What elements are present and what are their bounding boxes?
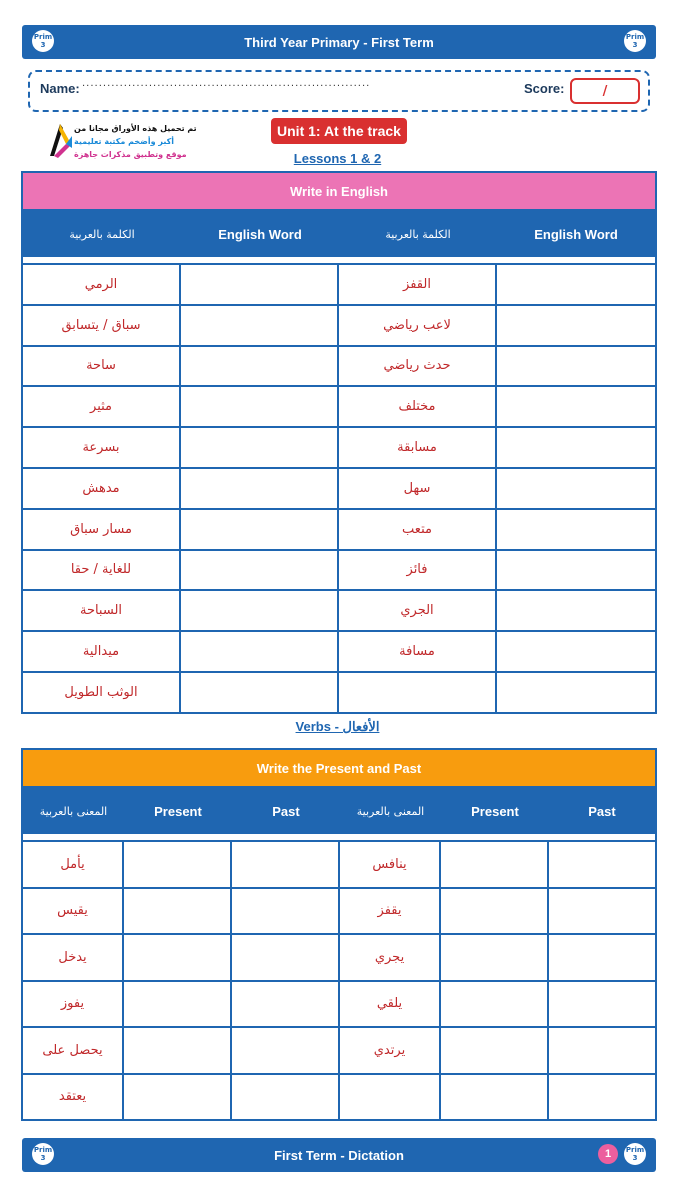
answer-cell[interactable] <box>549 1028 655 1073</box>
table-row <box>23 510 655 551</box>
arabic-word-cell: يحصل على <box>23 1028 124 1073</box>
grade-badge-icon: Prim 3 <box>32 1143 54 1165</box>
answer-cell[interactable] <box>124 935 232 980</box>
verbs-table-title: Write the Present and Past <box>23 750 655 788</box>
table-row <box>23 632 655 673</box>
arabic-word-cell: للغاية / حقا <box>23 551 181 590</box>
column-header: Past <box>272 803 300 819</box>
answer-cell[interactable] <box>181 306 339 345</box>
answer-cell[interactable] <box>181 510 339 549</box>
answer-cell[interactable] <box>497 347 655 386</box>
arabic-word-cell: ينافس <box>340 842 441 887</box>
answer-cell[interactable] <box>181 591 339 630</box>
table-row <box>23 469 655 510</box>
arabic-word-cell: لاعب رياضي <box>339 306 497 345</box>
answer-cell[interactable] <box>497 428 655 467</box>
answer-cell[interactable] <box>181 347 339 386</box>
answer-cell[interactable] <box>181 387 339 426</box>
answer-cell[interactable] <box>497 551 655 590</box>
answer-cell[interactable] <box>497 673 655 712</box>
column-header: English Word <box>534 226 618 242</box>
answer-cell[interactable] <box>181 428 339 467</box>
answer-cell[interactable] <box>181 469 339 508</box>
table-row <box>23 673 655 712</box>
arabic-word-cell: يقفز <box>340 889 441 934</box>
arabic-word-cell: فائز <box>339 551 497 590</box>
column-header: الكلمة بالعربية <box>69 227 135 241</box>
answer-cell[interactable] <box>497 265 655 304</box>
answer-cell[interactable] <box>497 306 655 345</box>
column-header: Past <box>588 803 616 819</box>
answer-cell[interactable] <box>124 982 232 1027</box>
answer-cell[interactable] <box>549 842 655 887</box>
answer-cell[interactable] <box>124 1028 232 1073</box>
answer-cell[interactable] <box>497 387 655 426</box>
arabic-word-cell: سهل <box>339 469 497 508</box>
header-bar <box>22 25 656 59</box>
arabic-word-cell: متعب <box>339 510 497 549</box>
student-info-box <box>28 70 650 112</box>
arabic-word-cell: يفوز <box>23 982 124 1027</box>
grade-badge-icon: Prim 3 <box>32 30 54 52</box>
unit-title: Unit 1: At the track <box>271 118 407 144</box>
answer-cell[interactable] <box>497 510 655 549</box>
arabic-word-cell: السباحة <box>23 591 181 630</box>
answer-cell[interactable] <box>232 1075 340 1120</box>
verbs-table <box>21 748 657 1121</box>
answer-cell[interactable] <box>441 935 549 980</box>
arabic-word-cell: بسرعة <box>23 428 181 467</box>
table-row <box>23 1075 655 1120</box>
arabic-word-cell: مسار سباق <box>23 510 181 549</box>
verbs-table-header <box>23 788 655 834</box>
table-row <box>23 306 655 347</box>
table-row <box>23 1028 655 1075</box>
answer-cell[interactable] <box>124 842 232 887</box>
verbs-table-body <box>23 842 655 1119</box>
table-row <box>23 935 655 982</box>
answer-cell[interactable] <box>232 889 340 934</box>
vocabulary-table-title: Write in English <box>23 173 655 211</box>
answer-cell[interactable] <box>497 591 655 630</box>
arabic-word-cell: يأمل <box>23 842 124 887</box>
name-field[interactable]: ····································································· <box>82 81 371 92</box>
answer-cell[interactable] <box>441 1028 549 1073</box>
vocabulary-table-body <box>23 265 655 712</box>
answer-cell[interactable] <box>181 551 339 590</box>
answer-cell[interactable] <box>441 842 549 887</box>
grade-badge-icon: Prim 3 <box>624 1143 646 1165</box>
arabic-word-cell: حدث رياضي <box>339 347 497 386</box>
vocabulary-table <box>21 171 657 714</box>
arabic-word-cell: يجري <box>340 935 441 980</box>
name-label: Name: <box>40 81 80 96</box>
arabic-word-cell: يدخل <box>23 935 124 980</box>
answer-cell[interactable] <box>549 1075 655 1120</box>
score-field[interactable]: / <box>570 78 640 104</box>
arabic-word-cell: مختلف <box>339 387 497 426</box>
arabic-word-cell: القفز <box>339 265 497 304</box>
grade-badge-icon: Prim 3 <box>624 30 646 52</box>
answer-cell[interactable] <box>339 673 497 712</box>
table-row <box>23 982 655 1029</box>
table-row <box>23 842 655 889</box>
answer-cell[interactable] <box>497 469 655 508</box>
table-row <box>23 387 655 428</box>
arabic-word-cell: يلقي <box>340 982 441 1027</box>
table-row <box>23 265 655 306</box>
publisher-logo: تم تحميل هذه الأوراق مجانا من أكبر وأضخم مكتبة تعليمية موقع وتطبيق مذكرات جاهزة <box>48 120 178 162</box>
arabic-word-cell: مثير <box>23 387 181 426</box>
lessons-link[interactable]: Lessons 1 & 2 <box>293 151 382 166</box>
answer-cell[interactable] <box>181 673 339 712</box>
arabic-word-cell: مسابقة <box>339 428 497 467</box>
answer-cell[interactable] <box>124 1075 232 1120</box>
answer-cell[interactable] <box>232 982 340 1027</box>
table-row <box>23 347 655 388</box>
footer-title: First Term - Dictation <box>274 1147 404 1163</box>
arabic-word-cell: يرتدي <box>340 1028 441 1073</box>
table-row <box>23 551 655 592</box>
answer-cell[interactable] <box>441 982 549 1027</box>
answer-cell[interactable] <box>181 265 339 304</box>
column-header: Present <box>154 803 202 819</box>
footer-bar <box>22 1138 656 1172</box>
arabic-word-cell: الوثب الطويل <box>23 673 181 712</box>
answer-cell[interactable] <box>549 982 655 1027</box>
answer-cell[interactable] <box>549 935 655 980</box>
page-title: Third Year Primary - First Term <box>244 34 434 50</box>
answer-cell[interactable] <box>497 632 655 671</box>
answer-cell[interactable] <box>549 889 655 934</box>
answer-cell[interactable] <box>232 842 340 887</box>
answer-cell[interactable] <box>232 935 340 980</box>
arabic-word-cell: الرمي <box>23 265 181 304</box>
column-header: المعنى بالعربية <box>356 804 425 818</box>
table-row <box>23 428 655 469</box>
score-label: Score: <box>524 81 565 96</box>
arabic-word-cell: مدهش <box>23 469 181 508</box>
answer-cell[interactable] <box>181 632 339 671</box>
arabic-word-cell: يعتقد <box>23 1075 124 1120</box>
column-header: Present <box>471 803 519 819</box>
arabic-word-cell: يقيس <box>23 889 124 934</box>
answer-cell[interactable] <box>340 1075 441 1120</box>
answer-cell[interactable] <box>124 889 232 934</box>
arabic-word-cell: سباق / يتسابق <box>23 306 181 345</box>
column-header: المعنى بالعربية <box>39 804 108 818</box>
answer-cell[interactable] <box>441 889 549 934</box>
arabic-word-cell: مسافة <box>339 632 497 671</box>
answer-cell[interactable] <box>232 1028 340 1073</box>
page-number: 1 <box>598 1144 618 1164</box>
table-row <box>23 889 655 936</box>
column-header: English Word <box>218 226 302 242</box>
arabic-word-cell: ميدالية <box>23 632 181 671</box>
arabic-word-cell: ساحة <box>23 347 181 386</box>
answer-cell[interactable] <box>441 1075 549 1120</box>
table-row <box>23 591 655 632</box>
column-header: الكلمة بالعربية <box>385 227 451 241</box>
arabic-word-cell: الجري <box>339 591 497 630</box>
verbs-link[interactable]: Verbs - الأفعال <box>295 719 380 734</box>
vocabulary-table-header <box>23 211 655 257</box>
